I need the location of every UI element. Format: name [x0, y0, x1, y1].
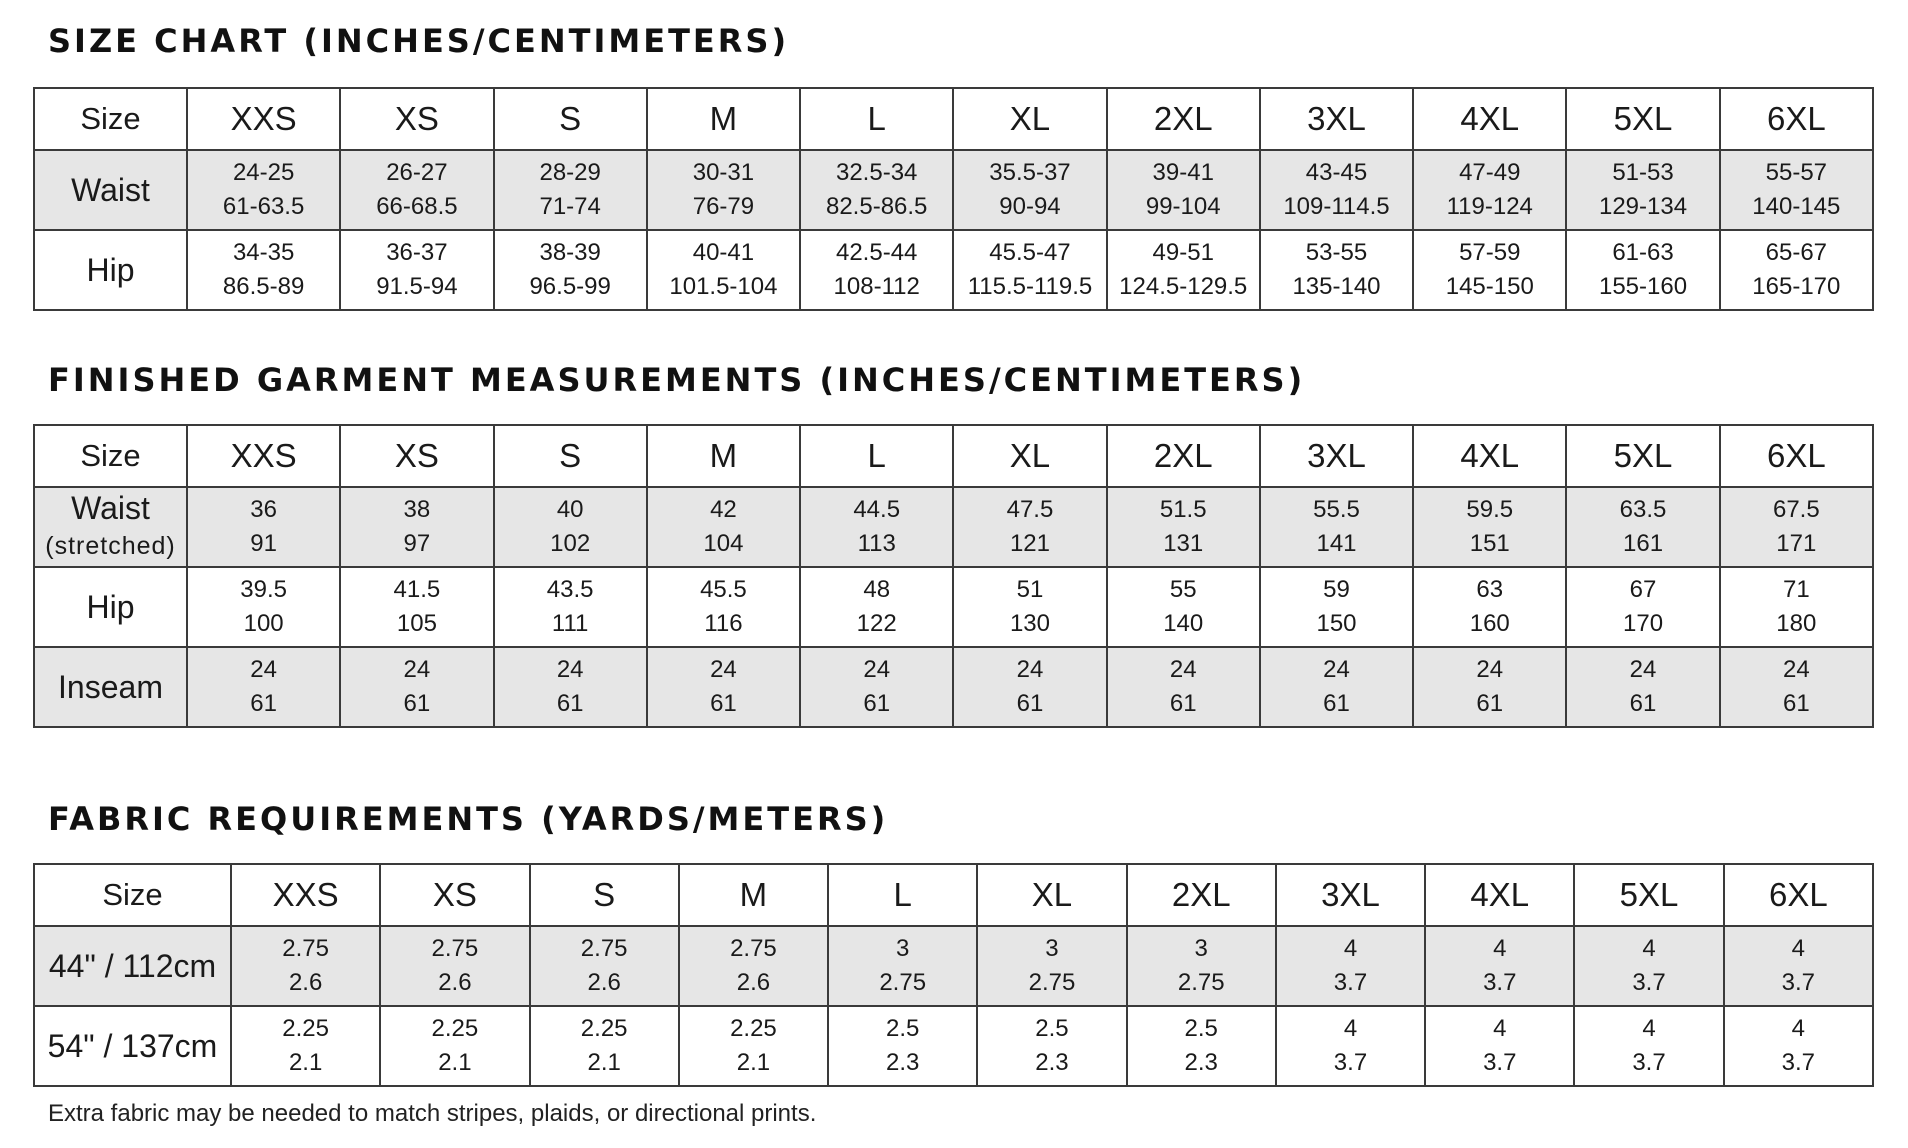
cell-metric-value: 2.1 — [587, 1049, 621, 1076]
cell-imperial-value: 4 — [1642, 1015, 1656, 1042]
size-header-5xl: 5XL — [1566, 88, 1719, 150]
cell-metric-value: 171 — [1776, 530, 1817, 557]
cell-metric-value: 119-124 — [1446, 193, 1533, 220]
cell-imperial-value: 40-41 — [692, 239, 755, 266]
cell-imperial-value: 4 — [1642, 935, 1656, 962]
cell-imperial-value: 24 — [250, 656, 277, 683]
cell-metric-value: 129-134 — [1598, 193, 1688, 220]
cell-imperial-value: 28-29 — [539, 159, 601, 186]
cell-metric-value: 2.3 — [1184, 1049, 1218, 1076]
size-header-3xl: 3XL — [1260, 425, 1413, 487]
table-cell — [647, 230, 800, 310]
cell-metric-value: 170 — [1623, 610, 1664, 637]
cell-metric-value: 2.6 — [438, 969, 472, 996]
table-cell — [1720, 230, 1873, 310]
cell-metric-value: 3.7 — [1632, 1049, 1666, 1076]
cell-metric-value: 116 — [704, 610, 743, 637]
size-header-2xl: 2XL — [1107, 88, 1260, 150]
table-row — [34, 567, 1873, 647]
table-cell — [187, 647, 340, 727]
cell-imperial-value: 55-57 — [1765, 159, 1828, 186]
cell-imperial-value: 55 — [1169, 576, 1197, 603]
cell-imperial-value: 24 — [403, 656, 431, 683]
cell-imperial-value: 4 — [1343, 935, 1358, 962]
size-header-s: S — [494, 425, 647, 487]
cell-metric-value: 96.5-99 — [529, 273, 611, 300]
fabric-requirements-title: FABRIC REQUIREMENTS (YARDS/METERS) — [48, 800, 889, 838]
cell-imperial-value: 39.5 — [240, 576, 287, 603]
cell-imperial-value: 47-49 — [1459, 159, 1521, 186]
cell-metric-value: 2.3 — [886, 1049, 920, 1076]
cell-metric-value: 2.6 — [736, 969, 771, 996]
table-cell — [380, 926, 529, 1006]
table-cell — [1566, 150, 1719, 230]
table-row — [34, 487, 1873, 567]
cell-metric-value: 91 — [250, 530, 277, 557]
cell-metric-value: 140-145 — [1752, 193, 1841, 220]
cell-metric-value: 2.3 — [1035, 1049, 1069, 1076]
table-cell — [340, 567, 493, 647]
cell-imperial-value: 48 — [863, 576, 891, 603]
size-header-s: S — [530, 864, 679, 926]
row-sublabel: (stretched) — [45, 532, 176, 560]
table-cell — [1724, 926, 1873, 1006]
cell-metric-value: 3.7 — [1483, 1049, 1517, 1076]
cell-imperial-value: 24 — [1169, 656, 1197, 683]
cell-imperial-value: 26-27 — [386, 159, 448, 186]
cell-imperial-value: 2.25 — [431, 1015, 479, 1042]
cell-imperial-value: 24 — [1629, 656, 1657, 683]
size-header-xs: XS — [380, 864, 529, 926]
table-cell — [494, 150, 647, 230]
cell-imperial-value: 34-35 — [232, 239, 295, 266]
table-cell — [1425, 1006, 1574, 1086]
cell-imperial-value: 2.25 — [282, 1015, 329, 1042]
cell-imperial-value: 30-31 — [692, 159, 755, 186]
cell-imperial-value: 59.5 — [1466, 496, 1514, 523]
cell-imperial-value: 2.75 — [431, 935, 479, 962]
cell-metric-value: 2.1 — [736, 1049, 771, 1076]
row-label-text: 54" / 137cm — [47, 1028, 218, 1064]
cell-metric-value: 2.1 — [288, 1049, 323, 1076]
size-header-3xl: 3XL — [1276, 864, 1425, 926]
table-cell — [1276, 926, 1425, 1006]
cell-metric-value: 135-140 — [1292, 273, 1381, 300]
table-cell — [1260, 567, 1413, 647]
cell-metric-value: 3.7 — [1333, 1049, 1368, 1076]
footnote: Extra fabric may be needed to match stripes, plaids, or directional prints. — [48, 1100, 817, 1127]
cell-metric-value: 91.5-94 — [376, 273, 458, 300]
cell-imperial-value: 47.5 — [1006, 496, 1054, 523]
header-row — [34, 88, 1873, 150]
size-header-xs: XS — [340, 88, 493, 150]
cell-metric-value: 2.1 — [438, 1049, 472, 1076]
table-cell — [800, 487, 953, 567]
size-header-xl: XL — [953, 88, 1106, 150]
cell-imperial-value: 45.5 — [700, 576, 747, 603]
cell-metric-value: 105 — [396, 610, 437, 637]
row-label — [34, 1006, 231, 1086]
cell-metric-value: 155-160 — [1598, 273, 1688, 300]
table-cell — [187, 150, 340, 230]
table-cell — [530, 1006, 679, 1086]
cell-imperial-value: 63.5 — [1619, 496, 1667, 523]
table-cell — [679, 926, 828, 1006]
cell-metric-value: 61 — [710, 690, 737, 717]
cell-imperial-value: 4 — [1791, 935, 1805, 962]
size-header-5xl: 5XL — [1574, 864, 1723, 926]
cell-metric-value: 61 — [556, 690, 584, 717]
cell-imperial-value: 2.5 — [886, 1015, 920, 1042]
table-cell — [977, 926, 1126, 1006]
cell-metric-value: 113 — [857, 530, 896, 557]
table-cell — [340, 487, 493, 567]
cell-imperial-value: 3 — [1194, 935, 1208, 962]
size-header-6xl: 6XL — [1720, 88, 1873, 150]
cell-imperial-value: 67.5 — [1772, 496, 1820, 523]
table-cell — [953, 567, 1106, 647]
size-header-xxs: XXS — [187, 88, 340, 150]
cell-imperial-value: 40 — [556, 496, 584, 523]
cell-metric-value: 61-63.5 — [222, 193, 305, 220]
cell-imperial-value: 24 — [1323, 656, 1350, 683]
size-header-l: L — [800, 88, 953, 150]
cell-imperial-value: 24 — [1016, 656, 1044, 683]
table-cell — [1566, 647, 1719, 727]
cell-metric-value: 121 — [1009, 530, 1050, 557]
table-cell — [1413, 567, 1566, 647]
row-label-text: 44" / 112cm — [48, 948, 217, 984]
cell-metric-value: 2.6 — [288, 969, 323, 996]
cell-imperial-value: 35.5-37 — [989, 159, 1071, 186]
table-cell — [1720, 567, 1873, 647]
cell-metric-value: 3.7 — [1781, 1049, 1816, 1076]
table-cell — [494, 567, 647, 647]
table-cell — [340, 230, 493, 310]
cell-metric-value: 104 — [703, 530, 744, 557]
table-cell — [1574, 1006, 1723, 1086]
cell-imperial-value: 39-41 — [1152, 159, 1214, 186]
table-cell — [1107, 487, 1260, 567]
cell-metric-value: 61 — [863, 690, 891, 717]
size-header-xs: XS — [340, 425, 493, 487]
table-cell — [953, 487, 1106, 567]
cell-metric-value: 101.5-104 — [669, 273, 778, 300]
row-label — [34, 926, 231, 1006]
table-cell — [231, 1006, 380, 1086]
cell-metric-value: 61 — [1629, 690, 1657, 717]
cell-metric-value: 150 — [1316, 610, 1357, 637]
cell-metric-value: 61 — [1323, 690, 1350, 717]
cell-metric-value: 124.5-129.5 — [1119, 273, 1248, 300]
table-cell — [647, 487, 800, 567]
size-header-m: M — [647, 88, 800, 150]
table-cell — [1260, 150, 1413, 230]
finished-measurements-table — [33, 424, 1874, 728]
size-header-4xl: 4XL — [1413, 88, 1566, 150]
cell-metric-value: 61 — [250, 690, 277, 717]
table-cell — [187, 487, 340, 567]
cell-imperial-value: 2.25 — [580, 1015, 628, 1042]
size-header-5xl: 5XL — [1566, 425, 1719, 487]
cell-metric-value: 3.7 — [1483, 969, 1517, 996]
cell-imperial-value: 32.5-34 — [835, 159, 918, 186]
size-header-4xl: 4XL — [1425, 864, 1574, 926]
table-cell — [800, 230, 953, 310]
table-cell — [1413, 150, 1566, 230]
cell-imperial-value: 36-37 — [386, 239, 448, 266]
cell-imperial-value: 24 — [863, 656, 891, 683]
cell-imperial-value: 2.5 — [1035, 1015, 1069, 1042]
cell-metric-value: 61 — [1016, 690, 1044, 717]
cell-metric-value: 111 — [551, 610, 589, 637]
table-cell — [340, 150, 493, 230]
table-cell — [1413, 647, 1566, 727]
size-header-l: L — [800, 425, 953, 487]
table-cell — [187, 230, 340, 310]
cell-imperial-value: 41.5 — [393, 576, 441, 603]
cell-imperial-value: 38 — [403, 496, 431, 523]
size-chart-title: SIZE CHART (INCHES/CENTIMETERS) — [48, 22, 790, 60]
size-header-6xl: 6XL — [1720, 425, 1873, 487]
cell-metric-value: 99-104 — [1145, 193, 1221, 220]
cell-metric-value: 122 — [856, 610, 897, 637]
table-cell — [187, 567, 340, 647]
cell-imperial-value: 49-51 — [1152, 239, 1214, 266]
table-cell — [1724, 1006, 1873, 1086]
cell-imperial-value: 24 — [556, 656, 584, 683]
table-cell — [1720, 150, 1873, 230]
row-label-text: Waist — [71, 490, 150, 526]
cell-imperial-value: 4 — [1791, 1015, 1805, 1042]
size-header-xl: XL — [953, 425, 1106, 487]
table-cell — [380, 1006, 529, 1086]
size-header-label: Size — [34, 425, 187, 487]
cell-imperial-value: 3 — [1045, 935, 1059, 962]
cell-imperial-value: 65-67 — [1765, 239, 1828, 266]
cell-imperial-value: 2.75 — [730, 935, 777, 962]
table-cell — [494, 487, 647, 567]
table-cell — [953, 230, 1106, 310]
cell-imperial-value: 36 — [250, 496, 277, 523]
row-label-text: Inseam — [58, 669, 163, 705]
table-cell — [953, 150, 1106, 230]
cell-imperial-value: 53-55 — [1305, 239, 1368, 266]
table-cell — [828, 1006, 977, 1086]
cell-imperial-value: 4 — [1493, 1015, 1507, 1042]
cell-imperial-value: 2.75 — [282, 935, 329, 962]
cell-metric-value: 102 — [550, 530, 591, 557]
cell-imperial-value: 57-59 — [1459, 239, 1521, 266]
table-cell — [530, 926, 679, 1006]
cell-imperial-value: 2.5 — [1184, 1015, 1218, 1042]
header-row — [34, 864, 1873, 926]
cell-metric-value: 165-170 — [1752, 273, 1841, 300]
row-label-text: Hip — [86, 252, 135, 288]
size-header-l: L — [828, 864, 977, 926]
cell-metric-value: 100 — [243, 610, 284, 637]
cell-imperial-value: 24 — [710, 656, 737, 683]
size-header-2xl: 2XL — [1107, 425, 1260, 487]
table-row — [34, 230, 1873, 310]
size-header-6xl: 6XL — [1724, 864, 1873, 926]
size-header-s: S — [494, 88, 647, 150]
row-label — [34, 230, 187, 310]
cell-metric-value: 3.7 — [1781, 969, 1816, 996]
table-cell — [1260, 230, 1413, 310]
size-header-4xl: 4XL — [1413, 425, 1566, 487]
table-cell — [1566, 230, 1719, 310]
cell-imperial-value: 51-53 — [1612, 159, 1674, 186]
cell-metric-value: 61 — [1476, 690, 1504, 717]
table-cell — [1276, 1006, 1425, 1086]
cell-metric-value: 140 — [1163, 610, 1204, 637]
header-row — [34, 425, 1873, 487]
table-cell — [800, 150, 953, 230]
fabric-requirements-table — [33, 863, 1874, 1087]
cell-imperial-value: 4 — [1493, 935, 1507, 962]
cell-imperial-value: 2.25 — [730, 1015, 777, 1042]
table-cell — [679, 1006, 828, 1086]
table-cell — [1260, 647, 1413, 727]
table-cell — [1107, 567, 1260, 647]
cell-metric-value: 76-79 — [692, 193, 755, 220]
table-cell — [1107, 230, 1260, 310]
table-cell — [800, 567, 953, 647]
cell-metric-value: 82.5-86.5 — [825, 193, 928, 220]
table-row — [34, 150, 1873, 230]
size-header-3xl: 3XL — [1260, 88, 1413, 150]
table-cell — [494, 230, 647, 310]
table-cell — [828, 926, 977, 1006]
cell-metric-value: 97 — [403, 530, 431, 557]
table-cell — [800, 647, 953, 727]
size-chart-table — [33, 87, 1874, 311]
cell-imperial-value: 59 — [1323, 576, 1350, 603]
size-header-label: Size — [34, 88, 187, 150]
cell-metric-value: 2.75 — [879, 969, 927, 996]
size-header-m: M — [679, 864, 828, 926]
cell-metric-value: 66-68.5 — [376, 193, 458, 220]
cell-metric-value: 160 — [1469, 610, 1510, 637]
row-label — [34, 487, 187, 567]
cell-imperial-value: 38-39 — [539, 239, 601, 266]
table-row — [34, 1006, 1873, 1086]
row-label — [34, 567, 187, 647]
table-cell — [1566, 487, 1719, 567]
cell-metric-value: 141 — [1316, 530, 1357, 557]
cell-metric-value: 131 — [1163, 530, 1204, 557]
row-label-text: Hip — [86, 589, 135, 625]
cell-metric-value: 161 — [1623, 530, 1664, 557]
cell-imperial-value: 24 — [1476, 656, 1504, 683]
cell-metric-value: 3.7 — [1333, 969, 1368, 996]
table-cell — [1107, 647, 1260, 727]
cell-imperial-value: 63 — [1476, 576, 1504, 603]
cell-imperial-value: 4 — [1343, 1015, 1358, 1042]
row-label — [34, 647, 187, 727]
table-cell — [1107, 150, 1260, 230]
cell-imperial-value: 43-45 — [1305, 159, 1368, 186]
cell-metric-value: 151 — [1469, 530, 1510, 557]
cell-imperial-value: 24 — [1782, 656, 1810, 683]
cell-imperial-value: 44.5 — [853, 496, 901, 523]
cell-metric-value: 2.75 — [1028, 969, 1076, 996]
cell-imperial-value: 51.5 — [1159, 496, 1207, 523]
cell-imperial-value: 24-25 — [232, 159, 295, 186]
row-label — [34, 150, 187, 230]
finished-measurements-title: FINISHED GARMENT MEASUREMENTS (INCHES/CENTIMETERS) — [48, 361, 1306, 399]
cell-imperial-value: 55.5 — [1313, 496, 1360, 523]
table-cell — [1260, 487, 1413, 567]
table-cell — [1425, 926, 1574, 1006]
table-cell — [1720, 487, 1873, 567]
size-header-xl: XL — [977, 864, 1126, 926]
cell-metric-value: 3.7 — [1632, 969, 1666, 996]
table-cell — [1127, 926, 1276, 1006]
size-header-label: Size — [34, 864, 231, 926]
table-cell — [1566, 567, 1719, 647]
table-cell — [340, 647, 493, 727]
cell-metric-value: 90-94 — [999, 193, 1061, 220]
cell-metric-value: 145-150 — [1445, 273, 1534, 300]
cell-imperial-value: 45.5-47 — [989, 239, 1071, 266]
table-cell — [1127, 1006, 1276, 1086]
cell-metric-value: 130 — [1009, 610, 1050, 637]
cell-metric-value: 109-114.5 — [1283, 193, 1390, 220]
cell-imperial-value: 61-63 — [1612, 239, 1674, 266]
cell-imperial-value: 42.5-44 — [835, 239, 918, 266]
cell-metric-value: 2.6 — [587, 969, 621, 996]
table-cell — [647, 150, 800, 230]
size-header-xxs: XXS — [187, 425, 340, 487]
table-cell — [647, 647, 800, 727]
size-header-2xl: 2XL — [1127, 864, 1276, 926]
table-cell — [1413, 230, 1566, 310]
table-row — [34, 647, 1873, 727]
table-cell — [1574, 926, 1723, 1006]
cell-metric-value: 61 — [1169, 690, 1197, 717]
cell-metric-value: 86.5-89 — [222, 273, 305, 300]
cell-metric-value: 108-112 — [833, 273, 920, 300]
row-label-text: Waist — [71, 172, 150, 208]
cell-metric-value: 2.75 — [1177, 969, 1225, 996]
size-header-m: M — [647, 425, 800, 487]
cell-imperial-value: 51 — [1016, 576, 1044, 603]
cell-metric-value: 180 — [1776, 610, 1817, 637]
table-cell — [953, 647, 1106, 727]
cell-imperial-value: 42 — [710, 496, 737, 523]
table-cell — [1720, 647, 1873, 727]
table-cell — [647, 567, 800, 647]
cell-imperial-value: 2.75 — [580, 935, 628, 962]
cell-metric-value: 61 — [1782, 690, 1810, 717]
table-cell — [977, 1006, 1126, 1086]
cell-imperial-value: 67 — [1629, 576, 1657, 603]
table-cell — [231, 926, 380, 1006]
table-cell — [494, 647, 647, 727]
cell-metric-value: 115.5-119.5 — [967, 273, 1093, 300]
table-cell — [1413, 487, 1566, 567]
cell-imperial-value: 71 — [1782, 576, 1810, 603]
cell-metric-value: 61 — [403, 690, 431, 717]
cell-metric-value: 71-74 — [539, 193, 601, 220]
cell-imperial-value: 3 — [896, 935, 910, 962]
size-header-xxs: XXS — [231, 864, 380, 926]
cell-imperial-value: 43.5 — [546, 576, 594, 603]
table-row — [34, 926, 1873, 1006]
